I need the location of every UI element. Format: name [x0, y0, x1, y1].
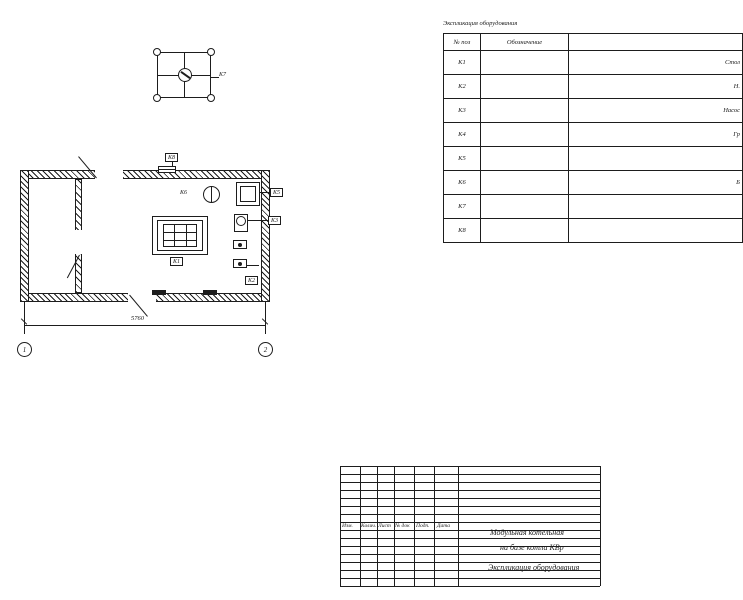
spec-cell-pos: K4 [444, 123, 481, 147]
stamp-line-h0 [340, 466, 600, 467]
spec-header-row [444, 34, 743, 51]
stamp-col-kolich: Колич. [361, 523, 377, 529]
spec-cell-designation [480, 75, 568, 99]
dimension-value: 5760 [131, 315, 144, 322]
spec-table-title: Экспликация оборудования [443, 20, 518, 27]
equipment-k1-div-4 [163, 240, 197, 241]
spec-cell-name: Б [569, 171, 743, 195]
door-opening-top [95, 170, 123, 179]
title-block [340, 466, 660, 591]
leader-k7 [211, 77, 219, 78]
label-k5: K5 [270, 188, 283, 197]
stamp-line-v0 [340, 466, 341, 586]
table-row [444, 51, 743, 75]
stamp-line-h4 [340, 498, 600, 499]
spec-header-name [569, 34, 743, 51]
spec-cell-pos: K3 [444, 99, 481, 123]
spec-cell-designation [480, 99, 568, 123]
door-opening-partition [75, 230, 82, 254]
stamp-col-list: Лист [378, 523, 391, 529]
label-k8: K8 [165, 153, 178, 162]
spec-table [443, 33, 743, 243]
spec-cell-pos: K8 [444, 219, 481, 243]
stamp-line-v6 [458, 466, 459, 586]
table-row [444, 171, 743, 195]
stamp-line-v7 [600, 466, 601, 586]
spec-cell-designation [480, 123, 568, 147]
equipment-k2-a-dot [238, 243, 242, 247]
stamp-line-h3 [340, 490, 600, 491]
spec-cell-pos: K1 [444, 51, 481, 75]
dimension-line [24, 325, 265, 326]
spec-cell-name: Стол [569, 51, 743, 75]
spec-cell-designation [480, 171, 568, 195]
spec-cell-name: Н. [569, 75, 743, 99]
chimney-stub [152, 290, 166, 295]
equipment-k7-bolt-tl [153, 48, 161, 56]
label-k7: K7 [219, 72, 227, 78]
stamp-line-h5 [340, 506, 600, 507]
spec-cell-designation [480, 195, 568, 219]
chimney-stub-2 [203, 290, 217, 295]
equipment-k7-bolt-bl [153, 94, 161, 102]
leader-k2 [247, 265, 259, 266]
stamp-line-h6 [340, 514, 600, 515]
label-k2: K2 [245, 276, 258, 285]
equipment-k3-pump [236, 216, 246, 226]
stamp-col-podp: Подп. [416, 523, 430, 529]
label-k6: K6 [180, 190, 188, 196]
spec-cell-pos: K6 [444, 171, 481, 195]
spec-cell-name [569, 147, 743, 171]
spec-cell-name: Насос [569, 99, 743, 123]
axis-mark-2: 2 [258, 342, 273, 357]
equipment-k7-bolt-br [207, 94, 215, 102]
stamp-object-line1: Модульная котельная [490, 528, 564, 537]
table-row [444, 219, 743, 243]
equipment-k2-b-dot [238, 262, 242, 266]
table-row [444, 123, 743, 147]
spec-cell-pos: K2 [444, 75, 481, 99]
spec-cell-designation [480, 219, 568, 243]
wall-right [261, 170, 270, 302]
table-row [444, 147, 743, 171]
equipment-k5-inner [240, 186, 256, 202]
stamp-line-h1 [340, 474, 600, 475]
equipment-k1-chamber [163, 224, 197, 247]
stamp-line-h15 [340, 586, 600, 587]
spec-header-designation: Обозначение [480, 34, 568, 51]
stamp-line-v4 [414, 466, 415, 586]
stamp-col-data: Дата [437, 523, 451, 529]
table-row [444, 99, 743, 123]
label-k1: K1 [170, 257, 183, 266]
label-k3: K3 [268, 216, 281, 225]
stamp-line-h9 [340, 538, 600, 539]
table-row [444, 75, 743, 99]
leader-k8 [172, 162, 173, 167]
spec-header-pos: № поз [444, 34, 481, 51]
spec-cell-name [569, 195, 743, 219]
stamp-line-h2 [340, 482, 600, 483]
stamp-col-ndok: № док [395, 523, 410, 529]
equipment-k6-axis [211, 186, 212, 203]
wall-top [20, 170, 270, 179]
axis-mark-1: 1 [17, 342, 32, 357]
leader-k3 [248, 220, 268, 221]
spec-cell-designation [480, 147, 568, 171]
equipment-k1-div-1 [174, 224, 175, 247]
stamp-line-v5 [434, 466, 435, 586]
stamp-line-h11 [340, 554, 600, 555]
equipment-k1-div-2 [186, 224, 187, 247]
stamp-sheet-name: Экспликация оборудования [488, 563, 580, 572]
wall-left [20, 170, 29, 302]
equipment-k8-center-line [158, 169, 176, 170]
spec-cell-pos: K7 [444, 195, 481, 219]
equipment-k1-div-3 [163, 232, 197, 233]
stamp-object-line2: на базе котла КВр [500, 543, 564, 552]
spec-cell-name: Гр [569, 123, 743, 147]
equipment-k7-bolt-tr [207, 48, 215, 56]
stamp-col-izm: Изм. [342, 523, 353, 529]
spec-cell-pos: K5 [444, 147, 481, 171]
leader-k5 [260, 192, 270, 193]
stamp-line-h14 [340, 578, 600, 579]
spec-cell-name [569, 219, 743, 243]
spec-cell-designation [480, 51, 568, 75]
table-row [444, 195, 743, 219]
axis-line-2 [265, 302, 266, 334]
axis-line-1 [24, 302, 25, 334]
